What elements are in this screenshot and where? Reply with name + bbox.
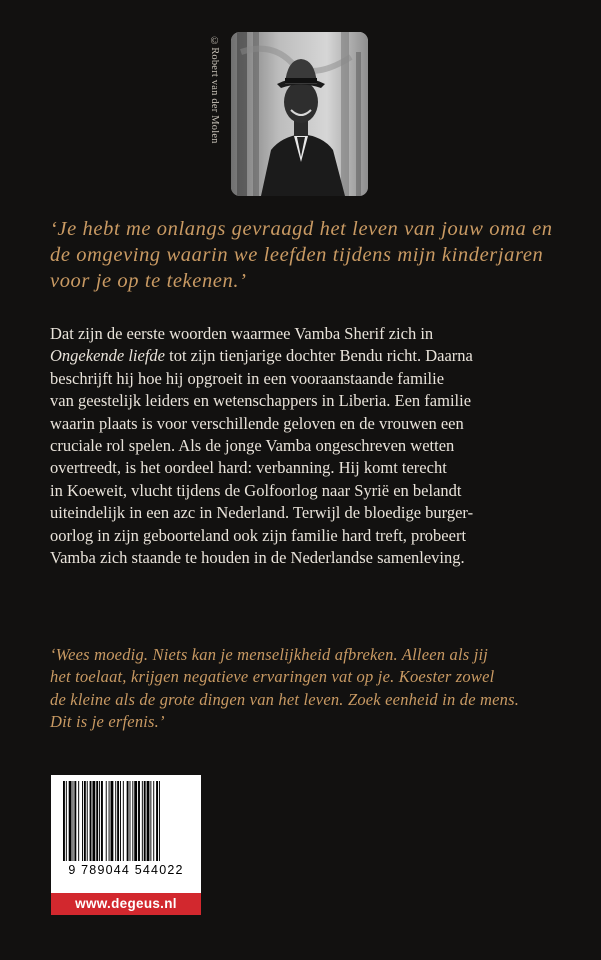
barcode-bar — [134, 781, 137, 861]
quote-line: het toelaat, krijgen negatieve ervaringen vat op je. Koester zowel — [50, 667, 495, 687]
quote-line: ‘Wees moedig. Niets kan je menselijkheid afbreken. Alleen als jij — [50, 645, 489, 664]
barcode-bar — [150, 781, 151, 861]
barcode-bar — [96, 781, 98, 861]
barcode-bar — [66, 781, 67, 861]
barcode-bar — [115, 781, 116, 861]
barcode-bar — [117, 781, 119, 861]
barcode-bar — [90, 781, 92, 861]
barcode-bar — [144, 781, 146, 861]
opening-quote — [50, 216, 570, 294]
barcode-bar — [78, 781, 79, 861]
blurb-line: Dat zijn de eerste woorden waarmee Vamba Sherif zich in — [50, 324, 434, 343]
barcode-bar — [159, 781, 160, 861]
barcode-bar — [109, 781, 110, 861]
blurb-line: oorlog in zijn geboorteland ook zijn familie hard treft, probeert — [50, 525, 467, 545]
quote-line: de omgeving waarin we leefden tijdens mijn kinderjaren — [50, 244, 544, 266]
barcode-bar — [87, 781, 88, 861]
barcode-bar — [147, 781, 150, 861]
barcode-bar — [153, 781, 154, 861]
barcode-bar — [92, 781, 95, 861]
book-title-italic: Ongekende liefde — [50, 346, 165, 366]
barcode-bar — [82, 781, 83, 861]
publisher-url: www.degeus.nl — [51, 893, 201, 915]
quote-line: ‘Je hebt me onlangs gevraagd het leven van jouw oma en — [50, 218, 553, 240]
blurb-line: beschrijft hij hoe hij opgroeit in een vooraanstaande familie — [50, 368, 445, 388]
barcode-bar — [69, 781, 72, 861]
barcode-bar — [120, 781, 121, 861]
isbn-number: 9 789044 544022 — [68, 863, 184, 877]
blurb-line: waarin plaats is voor verschillende geloven en de vrouwen een — [50, 413, 464, 433]
author-photo — [231, 32, 368, 196]
barcode-bar — [132, 781, 133, 861]
barcode-bar — [106, 781, 107, 861]
quote-line: voor je op te tekenen.’ — [50, 270, 247, 292]
blurb-line: in Koeweit, vlucht tijdens de Golfoorlog naar Syrië en belandt — [50, 480, 462, 500]
quote-line: de kleine als de grote dingen van het leven. Zoek eenheid in de mens. — [50, 689, 520, 709]
barcode-bar — [156, 781, 158, 861]
barcode-bar — [138, 781, 140, 861]
quote-line: Dit is je erfenis.’ — [50, 712, 165, 732]
author-portrait-image — [231, 32, 368, 196]
barcode — [51, 775, 201, 893]
barcode-bar — [123, 781, 124, 861]
barcode-bar — [63, 781, 65, 861]
blurb-line: cruciale rol spelen. Als de jonge Vamba ongeschreven wetten — [50, 436, 455, 456]
barcode-bar — [99, 781, 100, 861]
barcode-bar — [74, 781, 76, 861]
photo-credit: ©Robert van der Molen — [209, 36, 220, 144]
blurb-text — [50, 323, 570, 569]
blurb-line: overtreedt, is het oordeel hard: verbanning. Hij komt terecht — [50, 458, 447, 478]
barcode-bar — [101, 781, 103, 861]
blurb-line: Ongekende liefde tot zijn tienjarige dochter Bendu richt. Daarna — [50, 346, 473, 366]
barcode-bar — [84, 781, 86, 861]
blurb-line: van geestelijk leiders en wetenschappers in Liberia. Een familie — [50, 391, 472, 411]
barcode-bar — [142, 781, 143, 861]
blurb-line: Vamba zich staande te houden in de Nederlandse samenleving. — [50, 548, 465, 568]
barcode-bar — [73, 781, 74, 861]
barcode-bars — [61, 781, 191, 863]
blurb-line: uiteindelijk in een azc in Nederland. Terwijl de bloedige burger- — [50, 503, 474, 523]
barcode-bar — [127, 781, 129, 861]
barcode-bar — [111, 781, 114, 861]
closing-quote — [50, 644, 570, 734]
barcode-bar — [130, 781, 131, 861]
